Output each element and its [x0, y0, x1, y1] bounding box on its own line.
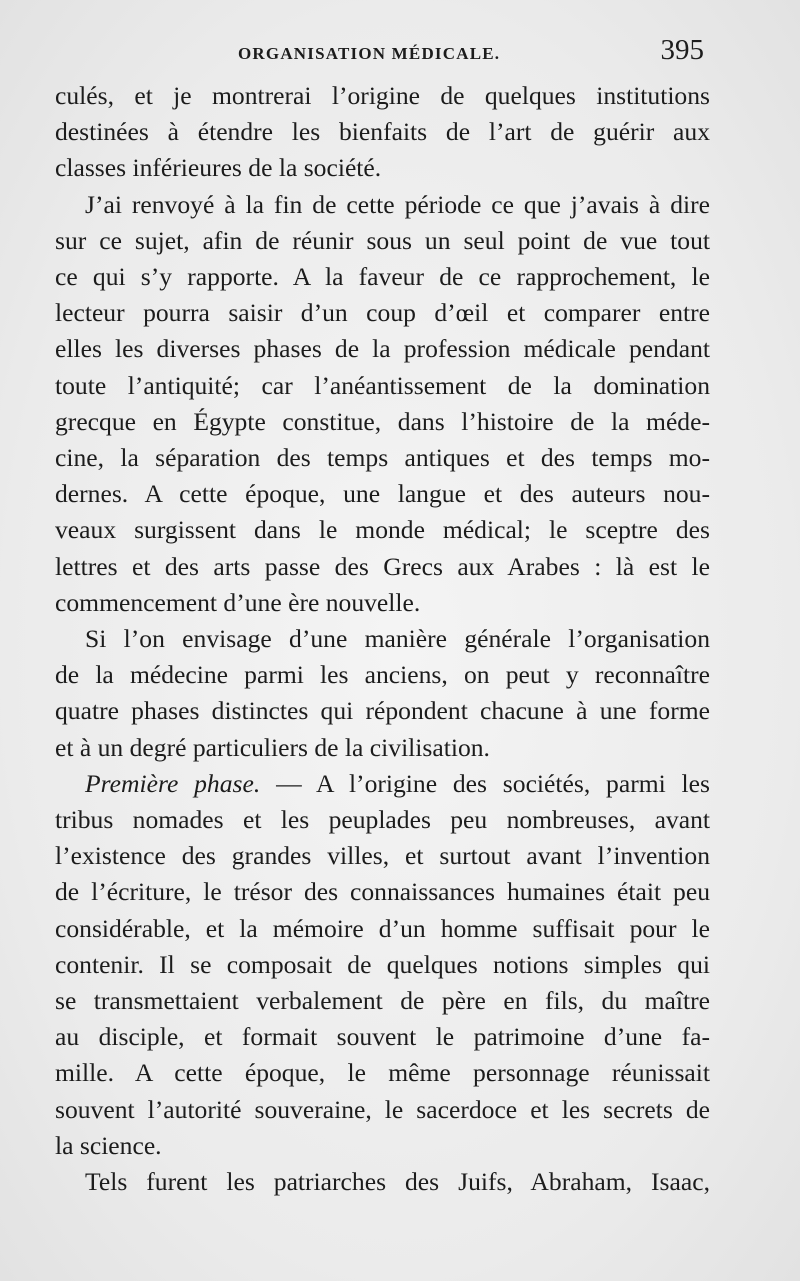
text-line: quatre phases distinctes qui répondent chacune à une forme	[55, 696, 710, 726]
body-text	[55, 78, 710, 1200]
text-line: commencement d’une ère nouvelle.	[55, 587, 421, 617]
text-line: J’ai renvoyé à la fin de cette période ce que j’avais à dire	[85, 189, 710, 219]
text-line: et à un degré particuliers de la civilisation.	[55, 732, 490, 762]
text-line: cine, la séparation des temps antiques et des temps mo-	[55, 443, 710, 473]
text-line: se transmettaient verbalement de père en fils, du maître	[55, 986, 710, 1016]
text-line: dernes. A cette époque, une langue et des auteurs nou-	[55, 479, 710, 509]
text-line: tribus nomades et les peuplades peu nombreuses, avant	[55, 805, 710, 835]
text-line: lettres et des arts passe des Grecs aux Arabes : là est le	[55, 551, 710, 581]
text-line: la science.	[55, 1130, 162, 1160]
text-line: classes inférieures de la société.	[55, 153, 382, 183]
text-line: ce qui s’y rapporte. A la faveur de ce rapprochement, le	[55, 262, 710, 292]
running-head: ORGANISATION MÉDICALE.	[238, 44, 501, 63]
section-lead: Première phase.	[85, 768, 261, 798]
text-line: grecque en Égypte constitue, dans l’histoire de la méde-	[55, 406, 710, 436]
paragraph-2	[55, 187, 710, 621]
text-line: de la médecine parmi les anciens, on peut y reconnaître	[55, 660, 710, 690]
text-line: toute l’antiquité; car l’anéantissement de la domination	[55, 370, 710, 400]
text-line: l’existence des grandes villes, et surtout avant l’invention	[55, 841, 710, 871]
text-line: Si l’on envisage d’une manière générale l’organisation	[85, 624, 710, 654]
text-line: destinées à étendre les bienfaits de l’art de guérir aux	[55, 117, 710, 147]
paragraph-3	[55, 621, 710, 766]
text-line: considérable, et la mémoire d’un homme suffisait pour le	[55, 913, 710, 943]
text-line: mille. A cette époque, le même personnage réunissait	[55, 1058, 710, 1088]
text-line: souvent l’autorité souveraine, le sacerdoce et les secrets de	[55, 1094, 710, 1124]
page-number: 395	[660, 34, 704, 66]
text-line: lecteur pourra saisir d’un coup d’œil et comparer entre	[55, 298, 710, 328]
paragraph-4	[55, 766, 710, 1164]
text-line: contenir. Il se composait de quelques notions simples qui	[55, 949, 710, 979]
text-line: au disciple, et formait souvent le patrimoine d’une fa-	[55, 1022, 710, 1052]
text-line: Tels furent les patriarches des Juifs, Abraham, Isaac,	[85, 1167, 710, 1197]
text-line: sur ce sujet, afin de réunir sous un seul point de vue tout	[55, 225, 710, 255]
text-line: elles les diverses phases de la profession médicale pendant	[55, 334, 710, 364]
text-line: — A l’origine des sociétés, parmi les	[260, 768, 710, 798]
text-line: de l’écriture, le trésor des connaissances humaines était peu	[55, 877, 710, 907]
paragraph-1	[55, 78, 710, 187]
text-line: veaux surgissent dans le monde médical; le sceptre des	[55, 515, 710, 545]
text-line: culés, et je montrerai l’origine de quelques institutions	[55, 81, 710, 110]
paragraph-5	[55, 1164, 710, 1200]
